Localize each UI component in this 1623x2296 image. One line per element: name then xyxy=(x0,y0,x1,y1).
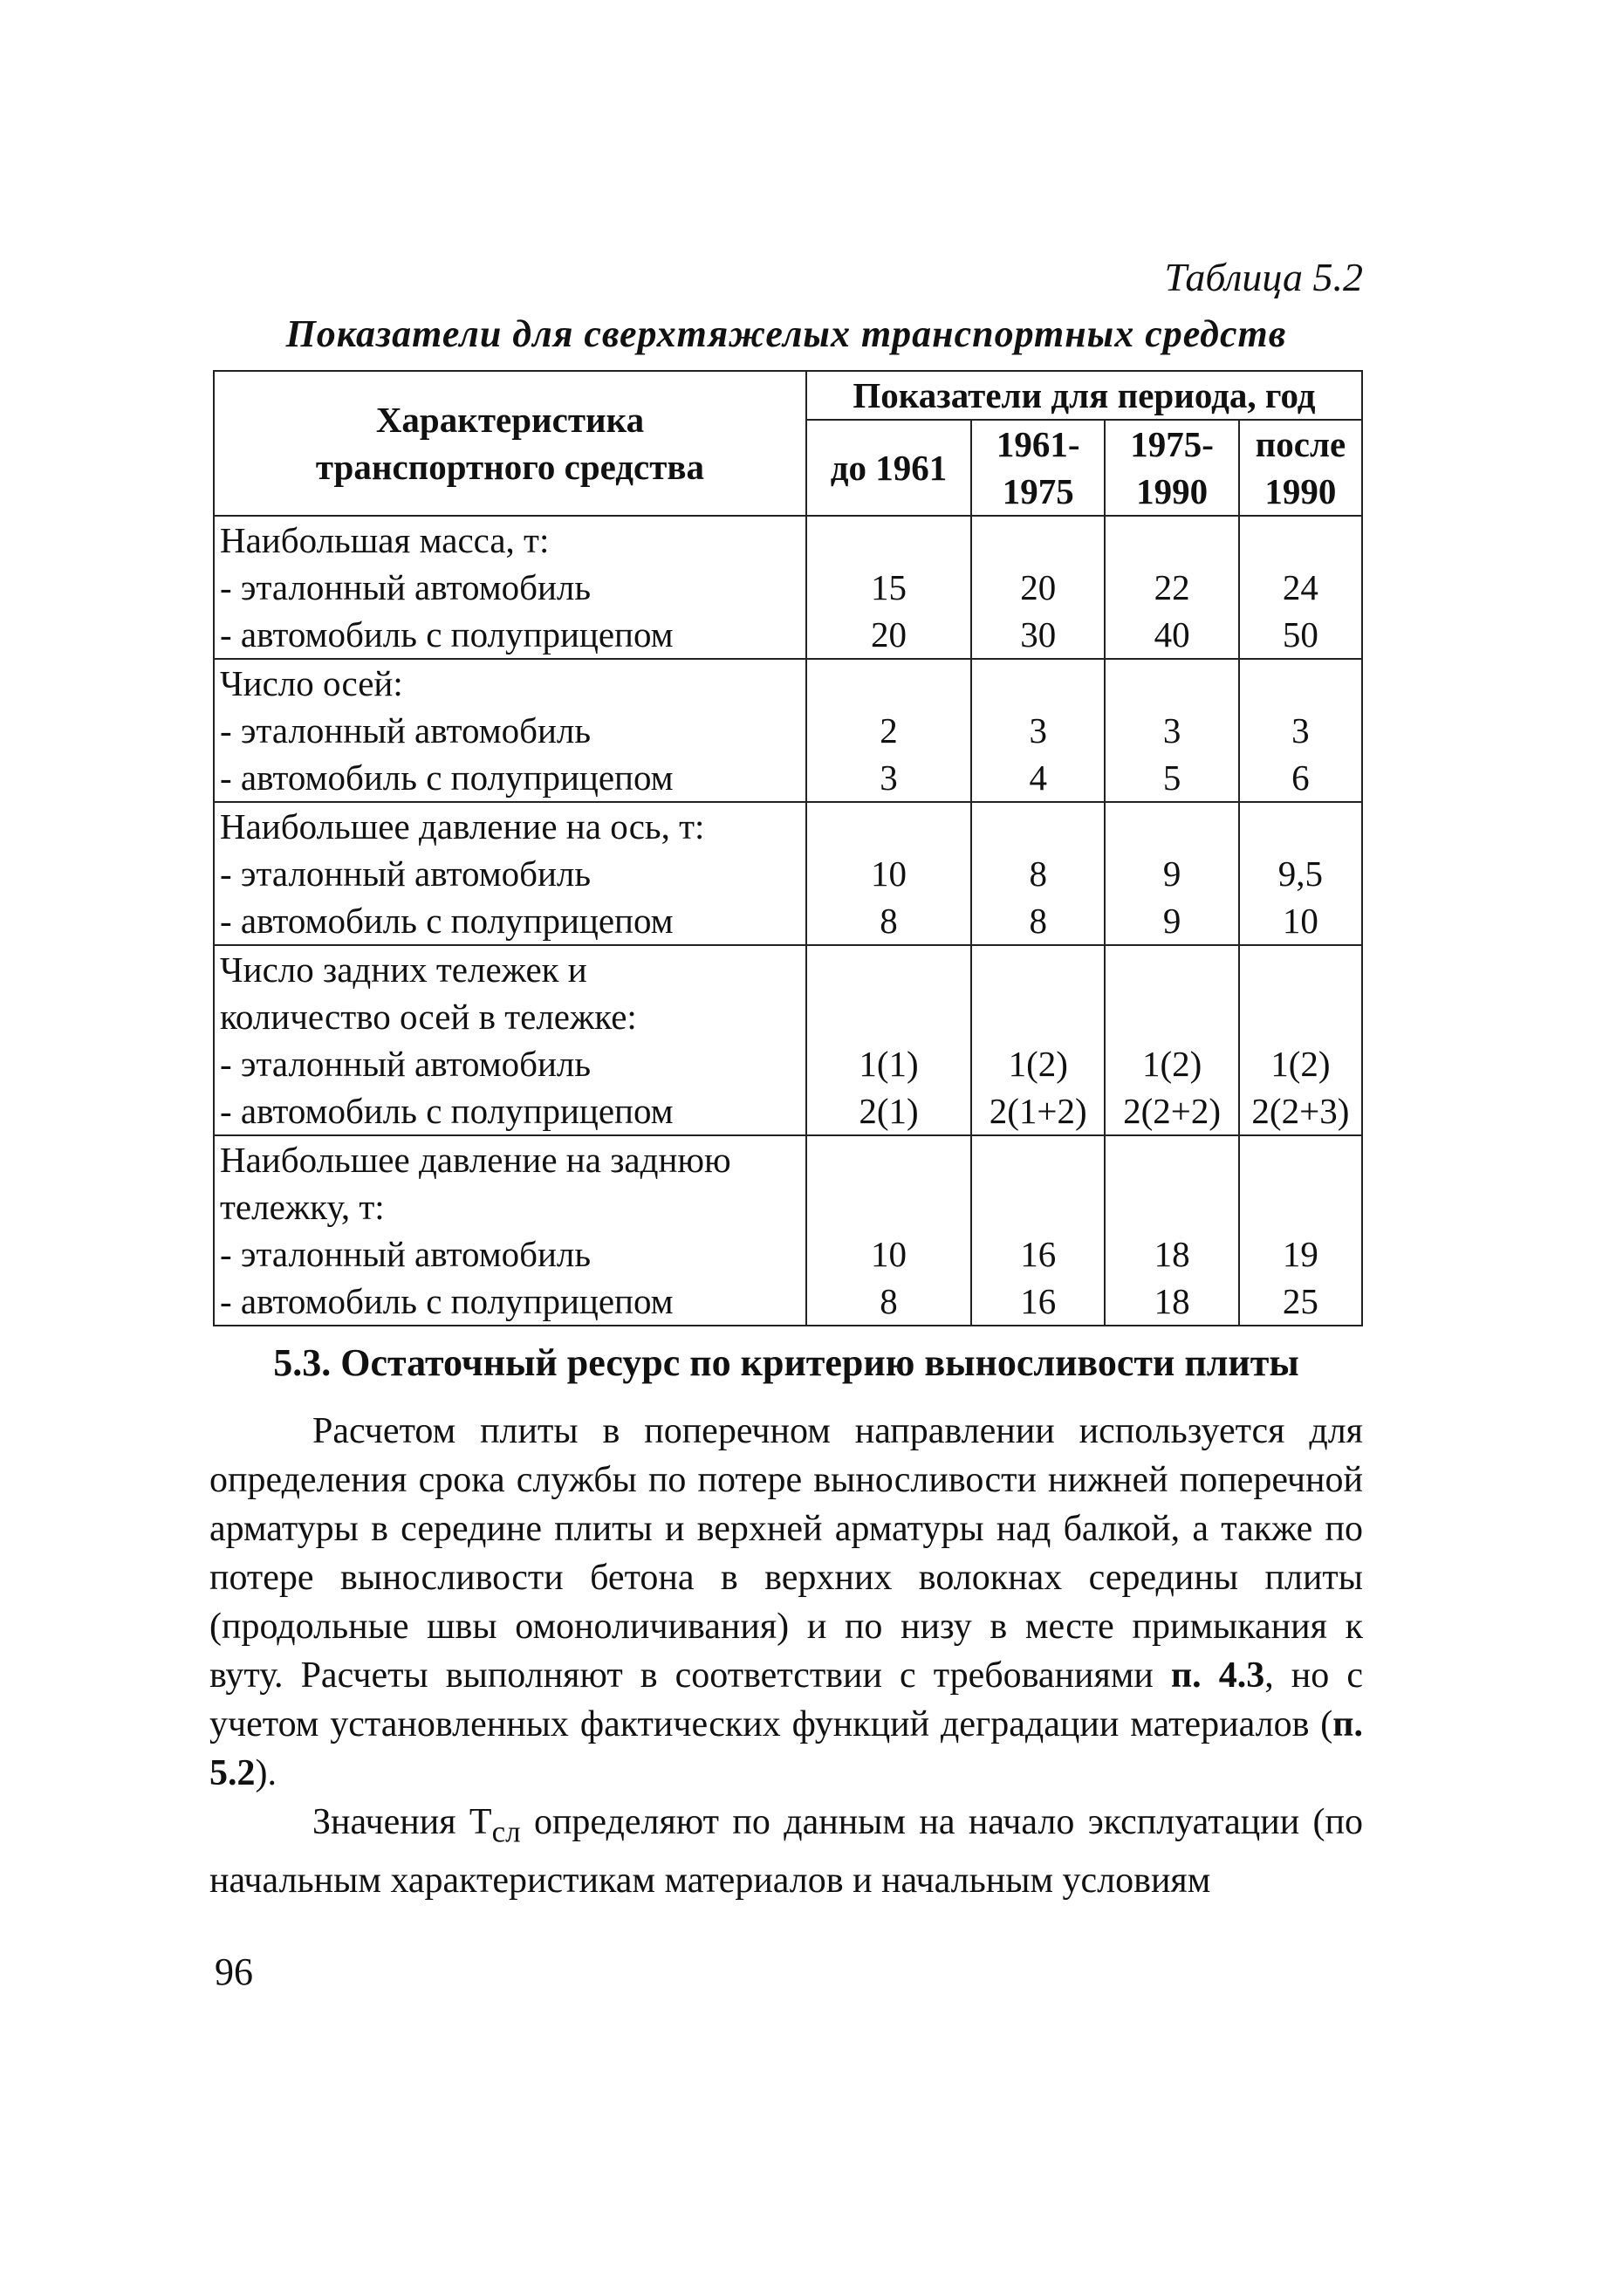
empty-cell xyxy=(971,993,1105,1040)
row-label: - автомобиль с полуприцепом xyxy=(214,754,806,802)
value-cell: 2(2+2) xyxy=(1105,1087,1238,1135)
table-row xyxy=(214,897,1362,945)
value-cell: 4 xyxy=(971,754,1105,802)
empty-cell xyxy=(806,516,971,564)
value-cell: 10 xyxy=(806,850,971,897)
group-title-row xyxy=(214,1183,1362,1230)
value-cell: 3 xyxy=(1105,707,1238,754)
value-cell: 10 xyxy=(1239,897,1362,945)
empty-cell xyxy=(971,659,1105,707)
group-title: Наибольшее давление на ось, т: xyxy=(214,802,806,850)
value-cell: 2(1+2) xyxy=(971,1087,1105,1135)
paragraph-2 xyxy=(209,1798,1363,1905)
header-characteristic xyxy=(214,371,806,516)
group-title-row xyxy=(214,516,1362,564)
value-cell: 16 xyxy=(971,1230,1105,1278)
header-period-3-line2: 1990 xyxy=(1264,471,1337,511)
table-number: Таблица 5.2 xyxy=(1164,255,1363,299)
value-cell: 8 xyxy=(971,897,1105,945)
table-body xyxy=(214,516,1362,1326)
value-cell: 6 xyxy=(1239,754,1362,802)
group-title-row xyxy=(214,1135,1362,1183)
row-label: - эталонный автомобиль xyxy=(214,564,806,611)
group-title-row xyxy=(214,945,1362,993)
empty-cell xyxy=(971,945,1105,993)
empty-cell xyxy=(1105,659,1238,707)
table-row xyxy=(214,707,1362,754)
table-row xyxy=(214,611,1362,659)
value-cell: 9,5 xyxy=(1239,850,1362,897)
empty-cell xyxy=(1239,802,1362,850)
empty-cell xyxy=(1105,802,1238,850)
page-number: 96 xyxy=(215,1950,253,1993)
header-period-1 xyxy=(971,420,1105,516)
paragraph-2-text-b: определяют по данным на начало эксплуатации (по начальным характеристикам материалов и начальным условиям xyxy=(209,1802,1364,1902)
empty-cell xyxy=(1239,659,1362,707)
empty-cell xyxy=(1105,993,1238,1040)
empty-cell xyxy=(806,1183,971,1230)
value-cell: 8 xyxy=(806,1278,971,1326)
empty-cell xyxy=(1239,1135,1362,1183)
empty-cell xyxy=(1239,993,1362,1040)
value-cell: 18 xyxy=(1105,1278,1238,1326)
value-cell: 15 xyxy=(806,564,971,611)
row-label: - эталонный автомобиль xyxy=(214,707,806,754)
empty-cell xyxy=(806,1135,971,1183)
table-title: Показатели для сверхтяжелых транспортных средств xyxy=(285,312,1287,355)
value-cell: 20 xyxy=(806,611,971,659)
group-title: тележку, т: xyxy=(214,1183,806,1230)
row-label: - эталонный автомобиль xyxy=(214,1040,806,1087)
group-title-row xyxy=(214,993,1362,1040)
table-row xyxy=(214,1278,1362,1326)
value-cell: 1(2) xyxy=(1239,1040,1362,1087)
value-cell: 20 xyxy=(971,564,1105,611)
value-cell: 10 xyxy=(806,1230,971,1278)
value-cell: 50 xyxy=(1239,611,1362,659)
value-cell: 30 xyxy=(971,611,1105,659)
section-heading: 5.3. Остаточный ресурс по критерию выносливости плиты xyxy=(273,1341,1299,1384)
value-cell: 1(2) xyxy=(971,1040,1105,1087)
header-period-0 xyxy=(806,420,971,516)
group-title-row xyxy=(214,802,1362,850)
value-cell: 1(2) xyxy=(1105,1040,1238,1087)
header-characteristic-line1: Характеристика xyxy=(375,400,645,440)
paragraph-2-text-a: Значения Т xyxy=(312,1802,492,1842)
paragraph-1-ref-1: п. 4.3 xyxy=(1170,1655,1265,1696)
table-row xyxy=(214,754,1362,802)
group-title: Число задних тележек и xyxy=(214,945,806,993)
header-period-1-line2: 1975 xyxy=(1002,471,1074,511)
value-cell: 9 xyxy=(1105,897,1238,945)
header-period-2-line1: 1975- xyxy=(1130,424,1214,464)
value-cell: 3 xyxy=(971,707,1105,754)
empty-cell xyxy=(1239,1183,1362,1230)
table-row xyxy=(214,850,1362,897)
paragraph-1-text-c: ). xyxy=(255,1753,277,1793)
header-period-group: Показатели для периода, год xyxy=(806,371,1362,420)
empty-cell xyxy=(1105,516,1238,564)
value-cell: 16 xyxy=(971,1278,1105,1326)
row-label: - эталонный автомобиль xyxy=(214,850,806,897)
row-label: - автомобиль с полуприцепом xyxy=(214,1087,806,1135)
value-cell: 3 xyxy=(806,754,971,802)
value-cell: 25 xyxy=(1239,1278,1362,1326)
paragraph-1-ref-2: п. 5.2 xyxy=(209,1704,1363,1793)
empty-cell xyxy=(1105,1183,1238,1230)
header-period-1-line1: 1961- xyxy=(996,424,1080,464)
value-cell: 40 xyxy=(1105,611,1238,659)
empty-cell xyxy=(1105,1135,1238,1183)
group-title: Наибольшее давление на заднюю xyxy=(214,1135,806,1183)
group-title: Наибольшая масса, т: xyxy=(214,516,806,564)
value-cell: 3 xyxy=(1239,707,1362,754)
row-label: - эталонный автомобиль xyxy=(214,1230,806,1278)
empty-cell xyxy=(1105,945,1238,993)
value-cell: 22 xyxy=(1105,564,1238,611)
empty-cell xyxy=(1239,945,1362,993)
empty-cell xyxy=(806,945,971,993)
value-cell: 8 xyxy=(806,897,971,945)
row-label: - автомобиль с полуприцепом xyxy=(214,1278,806,1326)
table-row xyxy=(214,1040,1362,1087)
value-cell: 8 xyxy=(971,850,1105,897)
row-label: - автомобиль с полуприцепом xyxy=(214,611,806,659)
table-row xyxy=(214,564,1362,611)
group-title: количество осей в тележке: xyxy=(214,993,806,1040)
empty-cell xyxy=(1239,516,1362,564)
header-period-3-line1: после xyxy=(1255,424,1346,464)
value-cell: 24 xyxy=(1239,564,1362,611)
empty-cell xyxy=(806,802,971,850)
value-cell: 2(2+3) xyxy=(1239,1087,1362,1135)
value-cell: 2 xyxy=(806,707,971,754)
header-period-3 xyxy=(1239,420,1362,516)
table-row xyxy=(214,1230,1362,1278)
vehicle-parameters-table xyxy=(213,370,1363,1326)
paragraph-1-text-a: Расчетом плиты в поперечном направлении используется для определения срока службы по потере выносливости нижней поперечной арматуры в середине плиты и верхней арматуры над балкой, а также по потере выносливости бетона в верхних волокнах середины плиты (продольные швы омоноличивания) и по низу в месте примыкания к вуту. Расчеты выполняют в соответствии с требованиями xyxy=(209,1411,1363,1696)
empty-cell xyxy=(806,659,971,707)
empty-cell xyxy=(971,516,1105,564)
empty-cell xyxy=(971,802,1105,850)
paragraph-1 xyxy=(209,1407,1363,1798)
value-cell: 1(1) xyxy=(806,1040,971,1087)
value-cell: 9 xyxy=(1105,850,1238,897)
empty-cell xyxy=(806,993,971,1040)
value-cell: 5 xyxy=(1105,754,1238,802)
table-row xyxy=(214,1087,1362,1135)
header-period-2 xyxy=(1105,420,1238,516)
group-title: Число осей: xyxy=(214,659,806,707)
header-period-0-line1: до 1961 xyxy=(830,448,948,488)
value-cell: 18 xyxy=(1105,1230,1238,1278)
paragraph-1-text-b: , но с учетом установленных фактических функций деградации материалов ( xyxy=(209,1655,1363,1744)
empty-cell xyxy=(971,1183,1105,1230)
header-period-2-line2: 1990 xyxy=(1136,471,1209,511)
value-cell: 2(1) xyxy=(806,1087,971,1135)
value-cell: 19 xyxy=(1239,1230,1362,1278)
paragraph-2-subscript: сл xyxy=(491,1814,521,1849)
header-characteristic-line2: транспортного средства xyxy=(315,447,705,487)
group-title-row xyxy=(214,659,1362,707)
row-label: - автомобиль с полуприцепом xyxy=(214,897,806,945)
empty-cell xyxy=(971,1135,1105,1183)
